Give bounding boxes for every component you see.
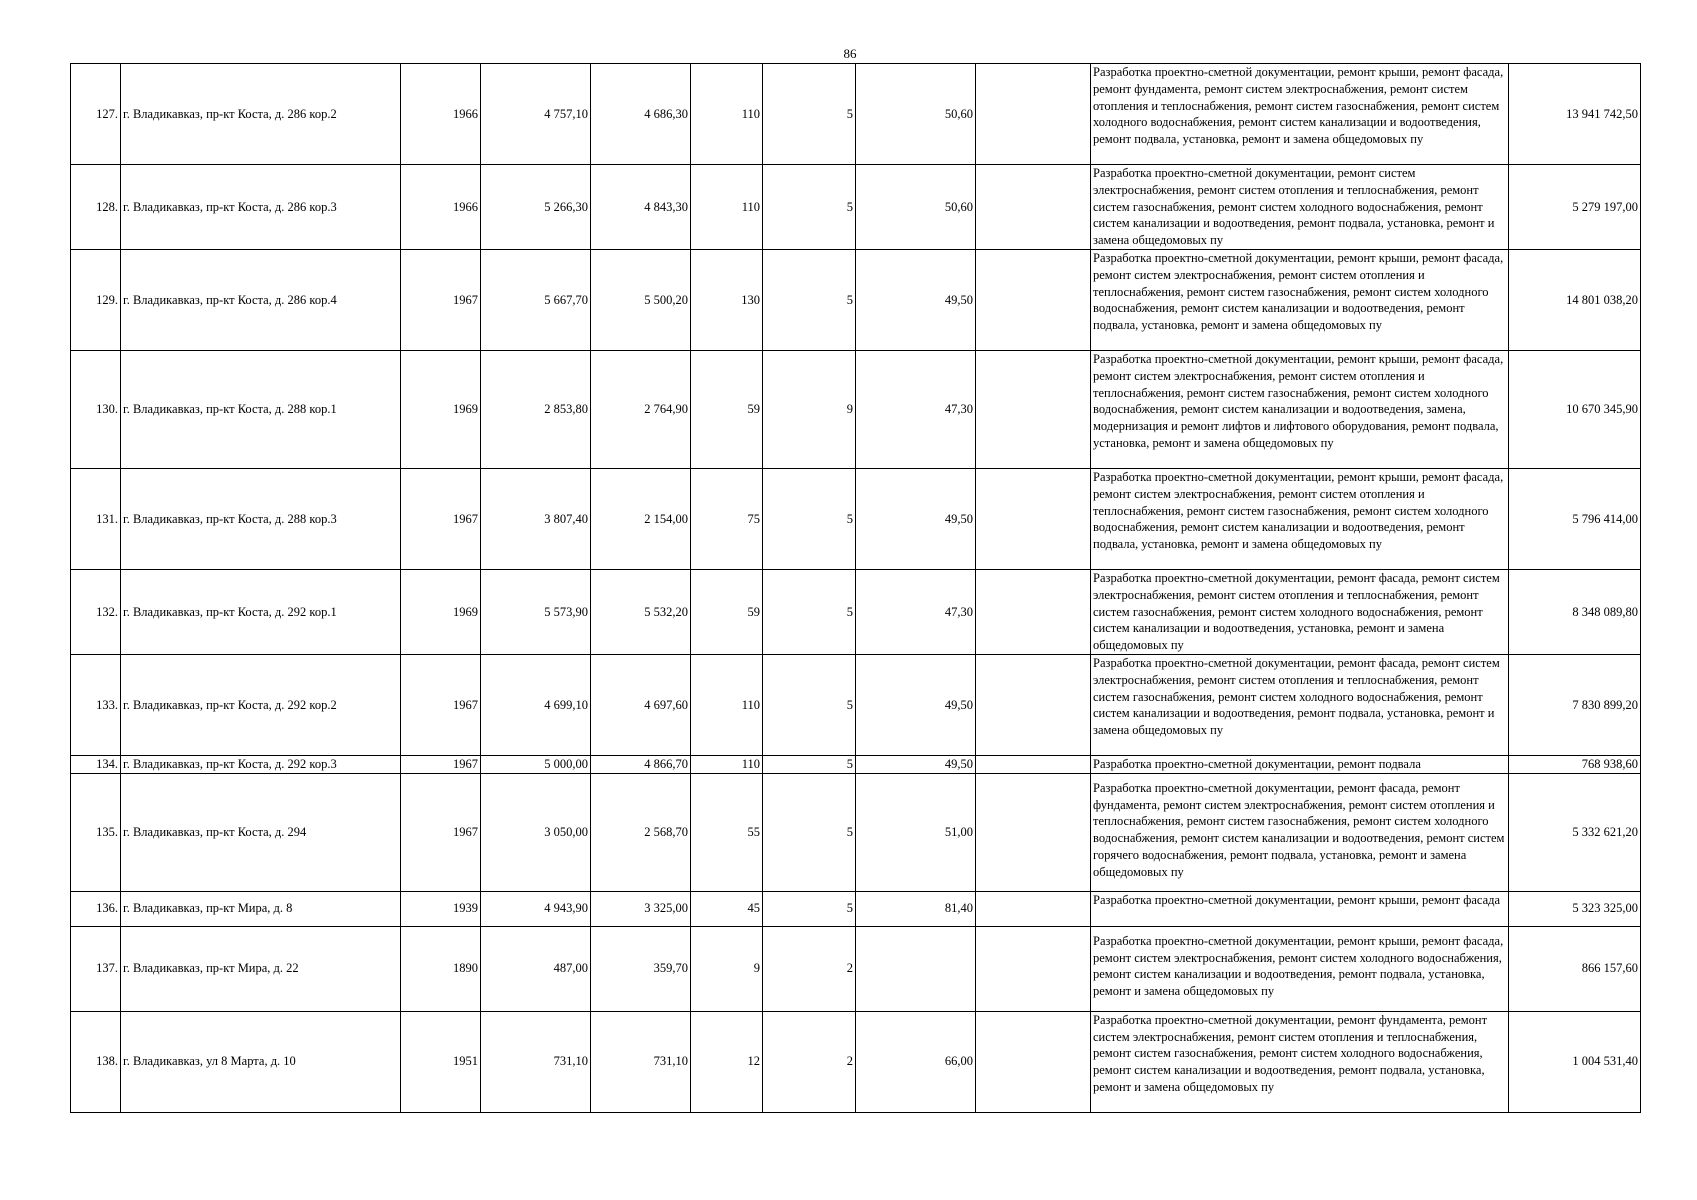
extra-cell <box>976 891 1091 926</box>
build-year-cell: 1967 <box>401 250 481 351</box>
build-year-cell: 1967 <box>401 655 481 756</box>
wear-cell: 66,00 <box>856 1011 976 1112</box>
address-cell: г. Владикавказ, пр-кт Коста, д. 286 кор.4 <box>121 250 401 351</box>
wear-cell: 49,50 <box>856 250 976 351</box>
extra-cell <box>976 165 1091 250</box>
build-year-cell: 1966 <box>401 165 481 250</box>
total-area-cell: 731,10 <box>481 1011 591 1112</box>
wear-cell: 50,60 <box>856 64 976 165</box>
works-text: Разработка проектно-сметной документации, ремонт крыши, ремонт фасада, ремонт систем электроснабжения, ремонт систем отопления и теплоснабжения, ремонт систем газоснабжения, ремонт систем холодного водоснабжения, ремонт систем канализации и водоотведения, замена, модернизация и ремонт лифтов и лифтового оборудования, ремонт подвала, установка, ремонт и замена общедомовых пу <box>1093 352 1504 450</box>
address-cell: г. Владикавказ, ул 8 Марта, д. 10 <box>121 1011 401 1112</box>
works-text: Разработка проектно-сметной документации, ремонт крыши, ремонт фасада, ремонт систем электроснабжения, ремонт систем отопления и теплоснабжения, ремонт систем газоснабжения, ремонт систем холодного водоснабжения, ремонт систем канализации и водоотведения, ремонт подвала, установка, ремонт и замена общедомовых пу <box>1093 470 1504 552</box>
extra-cell <box>976 926 1091 1011</box>
works-text: Разработка проектно-сметной документации, ремонт систем электроснабжения, ремонт систем отопления и теплоснабжения, ремонт систем газоснабжения, ремонт систем холодного водоснабжения, ремонт систем канализации и водоотведения, ремонт подвала, установка, ремонт и замена общедомовых пу <box>1093 166 1495 248</box>
build-year-cell: 1890 <box>401 926 481 1011</box>
build-year-cell: 1967 <box>401 756 481 774</box>
works-cell <box>1091 926 1509 1011</box>
table-row <box>71 570 1641 655</box>
address-cell: г. Владикавказ, пр-кт Коста, д. 292 кор.1 <box>121 570 401 655</box>
floors-cell: 5 <box>763 165 856 250</box>
cost-cell: 1 004 531,40 <box>1509 1011 1641 1112</box>
residents-cell: 130 <box>691 250 763 351</box>
living-area-cell: 4 697,60 <box>591 655 691 756</box>
repair-program-table <box>70 63 1641 1113</box>
floors-cell: 2 <box>763 926 856 1011</box>
floors-cell: 2 <box>763 1011 856 1112</box>
address-cell: г. Владикавказ, пр-кт Коста, д. 294 <box>121 773 401 891</box>
works-cell <box>1091 756 1509 774</box>
extra-cell <box>976 570 1091 655</box>
cost-cell: 5 796 414,00 <box>1509 469 1641 570</box>
wear-cell: 81,40 <box>856 891 976 926</box>
residents-cell: 12 <box>691 1011 763 1112</box>
works-cell <box>1091 250 1509 351</box>
row-number: 127. <box>71 64 121 165</box>
total-area-cell: 4 757,10 <box>481 64 591 165</box>
living-area-cell: 2 154,00 <box>591 469 691 570</box>
living-area-cell: 2 568,70 <box>591 773 691 891</box>
works-text: Разработка проектно-сметной документации, ремонт фасада, ремонт фундамента, ремонт систем электроснабжения, ремонт систем отопления и теплоснабжения, ремонт систем газоснабжения, ремонт систем холодного водоснабжения, ремонт систем канализации и водоотведения, ремонт систем горячего водоснабжения, ремонт подвала, установка, ремонт и замена общедомовых пу <box>1093 780 1505 879</box>
works-cell <box>1091 773 1509 891</box>
residents-cell: 59 <box>691 570 763 655</box>
total-area-cell: 5 000,00 <box>481 756 591 774</box>
extra-cell <box>976 250 1091 351</box>
cost-cell: 13 941 742,50 <box>1509 64 1641 165</box>
row-number: 138. <box>71 1011 121 1112</box>
total-area-cell: 487,00 <box>481 926 591 1011</box>
row-number: 133. <box>71 655 121 756</box>
build-year-cell: 1939 <box>401 891 481 926</box>
row-number: 128. <box>71 165 121 250</box>
floors-cell: 5 <box>763 469 856 570</box>
works-cell <box>1091 469 1509 570</box>
table-row <box>71 165 1641 250</box>
works-cell <box>1091 891 1509 926</box>
row-number: 131. <box>71 469 121 570</box>
cost-cell: 768 938,60 <box>1509 756 1641 774</box>
total-area-cell: 5 667,70 <box>481 250 591 351</box>
total-area-cell: 2 853,80 <box>481 351 591 469</box>
build-year-cell: 1951 <box>401 1011 481 1112</box>
works-text: Разработка проектно-сметной документации, ремонт крыши, ремонт фасада, ремонт систем электроснабжения, ремонт систем отопления и теплоснабжения, ремонт систем газоснабжения, ремонт систем холодного водоснабжения, ремонт систем канализации и водоотведения, ремонт подвала, установка, ремонт и замена общедомовых пу <box>1093 251 1504 333</box>
works-cell <box>1091 570 1509 655</box>
cost-cell: 5 332 621,20 <box>1509 773 1641 891</box>
total-area-cell: 5 266,30 <box>481 165 591 250</box>
wear-cell: 47,30 <box>856 570 976 655</box>
cost-cell: 7 830 899,20 <box>1509 655 1641 756</box>
cost-cell: 5 279 197,00 <box>1509 165 1641 250</box>
cost-cell: 866 157,60 <box>1509 926 1641 1011</box>
cost-cell: 8 348 089,80 <box>1509 570 1641 655</box>
wear-cell: 49,50 <box>856 655 976 756</box>
total-area-cell: 5 573,90 <box>481 570 591 655</box>
living-area-cell: 5 500,20 <box>591 250 691 351</box>
table-row <box>71 891 1641 926</box>
row-number: 129. <box>71 250 121 351</box>
wear-cell: 47,30 <box>856 351 976 469</box>
works-cell <box>1091 1011 1509 1112</box>
table-row <box>71 351 1641 469</box>
living-area-cell: 4 843,30 <box>591 165 691 250</box>
row-number: 137. <box>71 926 121 1011</box>
extra-cell <box>976 469 1091 570</box>
floors-cell: 5 <box>763 773 856 891</box>
build-year-cell: 1967 <box>401 469 481 570</box>
works-cell <box>1091 165 1509 250</box>
address-cell: г. Владикавказ, пр-кт Коста, д. 286 кор.3 <box>121 165 401 250</box>
residents-cell: 59 <box>691 351 763 469</box>
total-area-cell: 3 807,40 <box>481 469 591 570</box>
floors-cell: 5 <box>763 570 856 655</box>
living-area-cell: 731,10 <box>591 1011 691 1112</box>
residents-cell: 110 <box>691 655 763 756</box>
address-cell: г. Владикавказ, пр-кт Коста, д. 292 кор.3 <box>121 756 401 774</box>
cost-cell: 10 670 345,90 <box>1509 351 1641 469</box>
total-area-cell: 3 050,00 <box>481 773 591 891</box>
extra-cell <box>976 351 1091 469</box>
row-number: 136. <box>71 891 121 926</box>
total-area-cell: 4 699,10 <box>481 655 591 756</box>
address-cell: г. Владикавказ, пр-кт Коста, д. 286 кор.2 <box>121 64 401 165</box>
table-row <box>71 773 1641 891</box>
works-text: Разработка проектно-сметной документации, ремонт фундамента, ремонт систем электроснабжения, ремонт систем отопления и теплоснабжения, ремонт систем газоснабжения, ремонт систем холодного водоснабжения, ремонт систем канализации и водоотведения, ремонт подвала, установка, ремонт и замена общедомовых пу <box>1093 1012 1488 1094</box>
build-year-cell: 1966 <box>401 64 481 165</box>
extra-cell <box>976 1011 1091 1112</box>
page-number: 86 <box>843 46 857 61</box>
extra-cell <box>976 756 1091 774</box>
table-row <box>71 64 1641 165</box>
works-cell <box>1091 655 1509 756</box>
works-text: Разработка проектно-сметной документации, ремонт подвала <box>1093 757 1421 772</box>
wear-cell <box>856 926 976 1011</box>
works-text: Разработка проектно-сметной документации, ремонт фасада, ремонт систем электроснабжения, ремонт систем отопления и теплоснабжения, ремонт систем газоснабжения, ремонт систем холодного водоснабжения, ремонт систем канализации и водоотведения, установка, ремонт и замена общедомовых пу <box>1093 571 1500 653</box>
living-area-cell: 359,70 <box>591 926 691 1011</box>
table-row <box>71 756 1641 774</box>
build-year-cell: 1969 <box>401 351 481 469</box>
address-cell: г. Владикавказ, пр-кт Коста, д. 288 кор.1 <box>121 351 401 469</box>
works-text: Разработка проектно-сметной документации, ремонт фасада, ремонт систем электроснабжения, ремонт систем отопления и теплоснабжения, ремонт систем газоснабжения, ремонт систем холодного водоснабжения, ремонт систем канализации и водоотведения, ремонт подвала, установка, ремонт и замена общедомовых пу <box>1093 656 1500 738</box>
address-cell: г. Владикавказ, пр-кт Мира, д. 8 <box>121 891 401 926</box>
table-row <box>71 926 1641 1011</box>
table-row <box>71 469 1641 570</box>
wear-cell: 49,50 <box>856 756 976 774</box>
floors-cell: 5 <box>763 655 856 756</box>
extra-cell <box>976 773 1091 891</box>
floors-cell: 5 <box>763 250 856 351</box>
row-number: 135. <box>71 773 121 891</box>
wear-cell: 50,60 <box>856 165 976 250</box>
residents-cell: 110 <box>691 165 763 250</box>
cost-cell: 14 801 038,20 <box>1509 250 1641 351</box>
living-area-cell: 5 532,20 <box>591 570 691 655</box>
row-number: 130. <box>71 351 121 469</box>
works-text: Разработка проектно-сметной документации, ремонт крыши, ремонт фасада, ремонт фундамента, ремонт систем электроснабжения, ремонт систем отопления и теплоснабжения, ремонт систем газоснабжения, ремонт систем холодного водоснабжения, ремонт систем канализации и водоотведения, ремонт подвала, установка, ремонт и замена общедомовых пу <box>1093 65 1504 147</box>
floors-cell: 5 <box>763 891 856 926</box>
residents-cell: 9 <box>691 926 763 1011</box>
build-year-cell: 1969 <box>401 570 481 655</box>
residents-cell: 110 <box>691 64 763 165</box>
floors-cell: 9 <box>763 351 856 469</box>
extra-cell <box>976 64 1091 165</box>
living-area-cell: 4 866,70 <box>591 756 691 774</box>
row-number: 132. <box>71 570 121 655</box>
extra-cell <box>976 655 1091 756</box>
build-year-cell: 1967 <box>401 773 481 891</box>
living-area-cell: 3 325,00 <box>591 891 691 926</box>
living-area-cell: 2 764,90 <box>591 351 691 469</box>
address-cell: г. Владикавказ, пр-кт Мира, д. 22 <box>121 926 401 1011</box>
works-text: Разработка проектно-сметной документации, ремонт крыши, ремонт фасада <box>1093 892 1501 907</box>
works-cell <box>1091 64 1509 165</box>
address-cell: г. Владикавказ, пр-кт Коста, д. 292 кор.2 <box>121 655 401 756</box>
floors-cell: 5 <box>763 64 856 165</box>
address-cell: г. Владикавказ, пр-кт Коста, д. 288 кор.3 <box>121 469 401 570</box>
living-area-cell: 4 686,30 <box>591 64 691 165</box>
works-cell <box>1091 351 1509 469</box>
table-row <box>71 250 1641 351</box>
table-row <box>71 1011 1641 1112</box>
residents-cell: 55 <box>691 773 763 891</box>
works-text: Разработка проектно-сметной документации, ремонт крыши, ремонт фасада, ремонт систем электроснабжения, ремонт систем холодного водоснабжения, ремонт систем канализации и водоотведения, ремонт подвала, установка, ремонт и замена общедомовых пу <box>1093 933 1504 999</box>
wear-cell: 51,00 <box>856 773 976 891</box>
total-area-cell: 4 943,90 <box>481 891 591 926</box>
row-number: 134. <box>71 756 121 774</box>
wear-cell: 49,50 <box>856 469 976 570</box>
table-row <box>71 655 1641 756</box>
residents-cell: 75 <box>691 469 763 570</box>
residents-cell: 45 <box>691 891 763 926</box>
residents-cell: 110 <box>691 756 763 774</box>
cost-cell: 5 323 325,00 <box>1509 891 1641 926</box>
floors-cell: 5 <box>763 756 856 774</box>
